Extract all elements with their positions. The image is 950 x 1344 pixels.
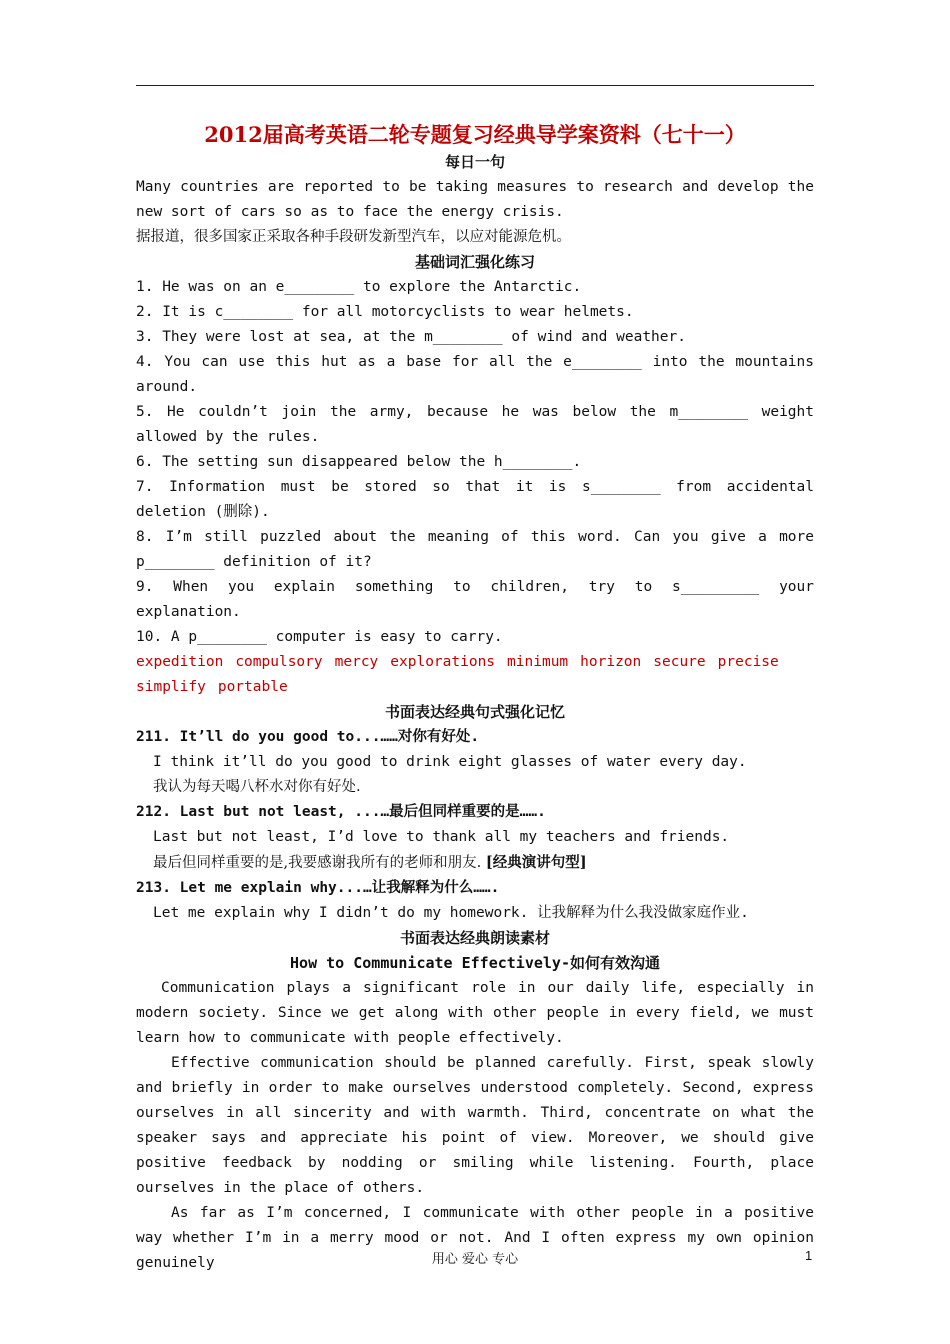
vocab-answer: portable	[217, 679, 288, 695]
vocab-answer: expedition	[136, 654, 224, 670]
vocab-item: 5. He couldn’t join the army, because he was below the m________ weight allowed by the rules.	[136, 404, 814, 445]
vocab-answer: precise	[717, 654, 779, 670]
vocab-heading: 基础词汇强化练习	[414, 253, 535, 271]
pattern-213-example: Let me explain why I didn’t do my homework. 让我解释为什么我没做家庭作业.	[153, 905, 749, 921]
document-body	[136, 120, 814, 1276]
vocab-item: 10. A p________ computer is easy to carry.	[136, 629, 503, 645]
vocab-item: 8. I’m still puzzled about the meaning of this word. Can you give a more p________ definition of it?	[136, 529, 814, 570]
pattern-212-translation: 最后但同样重要的是,我要感谢我所有的老师和朋友.	[153, 855, 482, 871]
daily-sentence-heading: 每日一句	[444, 153, 505, 171]
reading-paragraph-2: Effective communication should be planned carefully. First, speak slowly and briefly in order to make ourselves understood completely. Second, express ourselves in all sincerity and with warmth. Third, concentrate on what the speaker says and appreciate his point of view. Moreover, we should give positive feedback by nodding or smiling while listening. Fourth, place ourselves in the place of others.	[136, 1055, 814, 1196]
reading-subtitle: How to Communicate Effectively-如何有效沟通	[290, 954, 660, 972]
reading-heading: 书面表达经典朗读素材	[399, 929, 550, 947]
pattern-211-translation: 我认为每天喝八杯水对你有好处.	[153, 779, 361, 795]
reading-paragraph-1: Communication plays a significant role in our daily life, especially in modern society. Since we get along with other people in every field, we must learn how to communicate with people effectively.	[136, 980, 814, 1046]
reading-paragraph-3: As far as I’m concerned, I communicate with other people in a positive way whether I’m in a merry mood or not. And I often express my own opinion genuinely	[136, 1205, 814, 1271]
daily-sentence-en: Many countries are reported to be taking measures to research and develop the new sort of cars so as to face the energy crisis.	[136, 179, 814, 220]
page-title: 2012届高考英语二轮专题复习经典导学案资料（七十一）	[204, 122, 746, 147]
vocab-item: 1. He was on an e________ to explore the Antarctic.	[136, 279, 582, 295]
vocab-item: 6. The setting sun disappeared below the h________.	[136, 454, 582, 470]
pattern-213-heading: 213. Let me explain why...…让我解释为什么…….	[136, 880, 500, 896]
vocab-answer: secure	[653, 654, 706, 670]
vocab-answer: horizon	[580, 654, 642, 670]
patterns-heading: 书面表达经典句式强化记忆	[384, 703, 565, 721]
vocab-item: 7. Information must be stored so that it is s________ from accidental deletion (删除).	[136, 479, 814, 520]
pattern-212-heading: 212. Last but not least, ...…最后但同样重要的是…….	[136, 804, 546, 820]
vocab-item: 3. They were lost at sea, at the m________ of wind and weather.	[136, 329, 686, 345]
pattern-211-example: I think it’ll do you good to drink eight glasses of water every day.	[153, 754, 747, 770]
pattern-211-heading: 211. It’ll do you good to...……对你有好处.	[136, 729, 480, 745]
header-rule	[136, 85, 814, 86]
vocab-answers	[136, 650, 814, 700]
vocab-answer: minimum	[507, 654, 569, 670]
vocab-answer: mercy	[334, 654, 379, 670]
vocab-answer: simplify	[136, 679, 206, 695]
vocab-answer: compulsory	[235, 654, 323, 670]
daily-sentence-cn: 据报道，很多国家正采取各种手段研发新型汽车，以应对能源危机。	[136, 229, 571, 245]
vocab-item: 2. It is c________ for all motorcyclists to wear helmets.	[136, 304, 634, 320]
vocab-answer: explorations	[390, 654, 496, 670]
pattern-212-example: Last but not least, I’d love to thank all my teachers and friends.	[153, 829, 730, 845]
vocab-item: 4. You can use this hut as a base for all the e________ into the mountains around.	[136, 354, 814, 395]
pattern-212-translation-line	[136, 850, 814, 876]
pattern-212-tag: [经典演讲句型]	[485, 854, 587, 871]
vocab-item: 9. When you explain something to children, try to s_________ your explanation.	[136, 579, 814, 620]
page-footer: 用心 爱心 专心	[431, 1252, 519, 1267]
page-number: 1	[805, 1248, 813, 1263]
